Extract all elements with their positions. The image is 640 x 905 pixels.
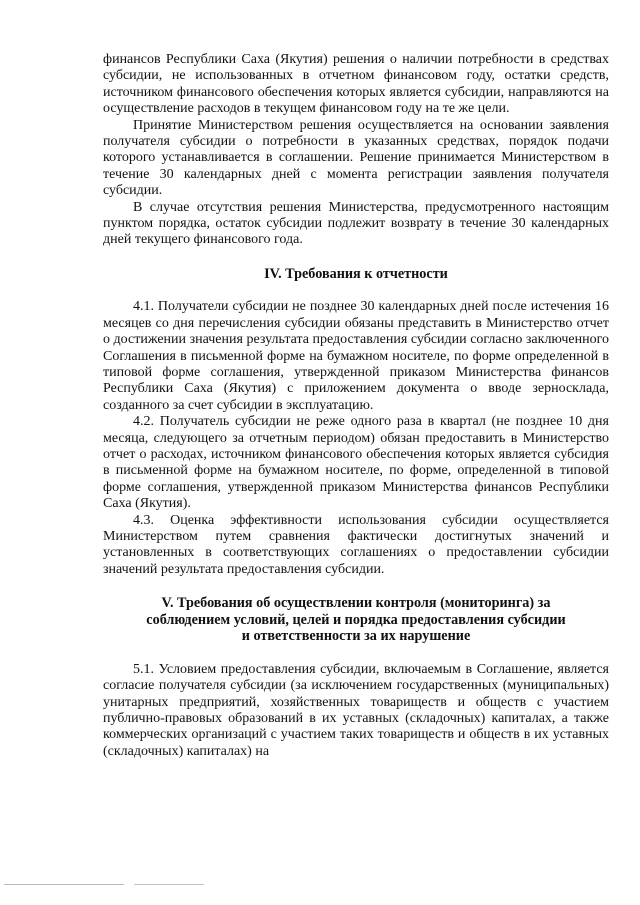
section-5-heading [103,595,609,645]
paragraph-no-decision: В случае отсутствия решения Министерства, предусмотренного настоящим пунктом порядка, остаток субсидии подлежит возврату в течение 30 календарных дней текущего финансового года. [103,199,609,248]
spacer [103,249,609,266]
section-5-heading-line-1: V. Требования об осуществлении контроля (мониторинга) за [161,595,551,612]
document-page [103,52,609,760]
paragraph-4-1: 4.1. Получатели субсидии не позднее 30 календарных дней после истечения 16 месяцев со дня перечисления субсидии обязаны представить в Министерство отчет о достижении значения результата предоставления субсидии согласно заключенного Соглашения в письменной форме на бумажном носителе, по форме определенной в типовой форме соглашения, утвержденной приказом Министерства финансов Республики Саха (Якутия) с приложением документа о вводе зерносклада, созданного за счет субсидии в эксплуатацию. [103,299,609,413]
spacer [103,282,609,299]
section-4-heading: IV. Требования к отчетности [264,265,448,282]
spacer [103,578,609,595]
section-5-heading-line-2: соблюдением условий, целей и порядка предоставления субсидии [146,611,566,628]
spacer [103,645,609,662]
footer-rule [4,884,204,885]
paragraph-5-1: 5.1. Условием предоставления субсидии, включаемым в Соглашение, является согласие получателя субсидии (за исключением государственных (муниципальных) унитарных предприятий, хозяйственных товариществ и обществ с участием публично-правовых образований в их уставных (складочных) капиталах, а также коммерческих организаций с участием таких товариществ и обществ в их уставных (складочных) капиталах) на [103,661,609,759]
section-5-heading-line-3: и ответственности за их нарушение [241,628,471,645]
paragraph-4-3: 4.3. Оценка эффективности использования субсидии осуществляется Министерством путем сравнения фактически достигнутых значений и установленных в соответствующих соглашениях о предоставлении субсидии значений результата предоставления субсидии. [103,512,609,577]
paragraph-continuation: финансов Республики Саха (Якутия) решения о наличии потребности в средствах субсидии, не использованных в отчетном финансовом году, остатки средств, источником финансового обеспечения которых является субсидии, направляются на осуществление расходов в текущем финансовом году на те же цели. [103,52,609,117]
paragraph-decision: Принятие Министерством решения осуществляется на основании заявления получателя субсидии о потребности в указанных средствах, порядок подачи которого устанавливается в соглашении. Решение принимается Министерством в течение 30 календарных дней с момента регистрации заявления получателя субсидии. [103,117,609,199]
paragraph-4-2: 4.2. Получатель субсидии не реже одного раза в квартал (не позднее 10 дня месяца, следующего за отчетным периодом) обязан предоставить в Министерство отчет о расходах, источником финансового обеспечения которых является субсидия в письменной форме на бумажном носителе, по форме, определенной в типовой форме соглашения, утвержденной приказом Министерства финансов Республики Саха (Якутия). [103,414,609,512]
